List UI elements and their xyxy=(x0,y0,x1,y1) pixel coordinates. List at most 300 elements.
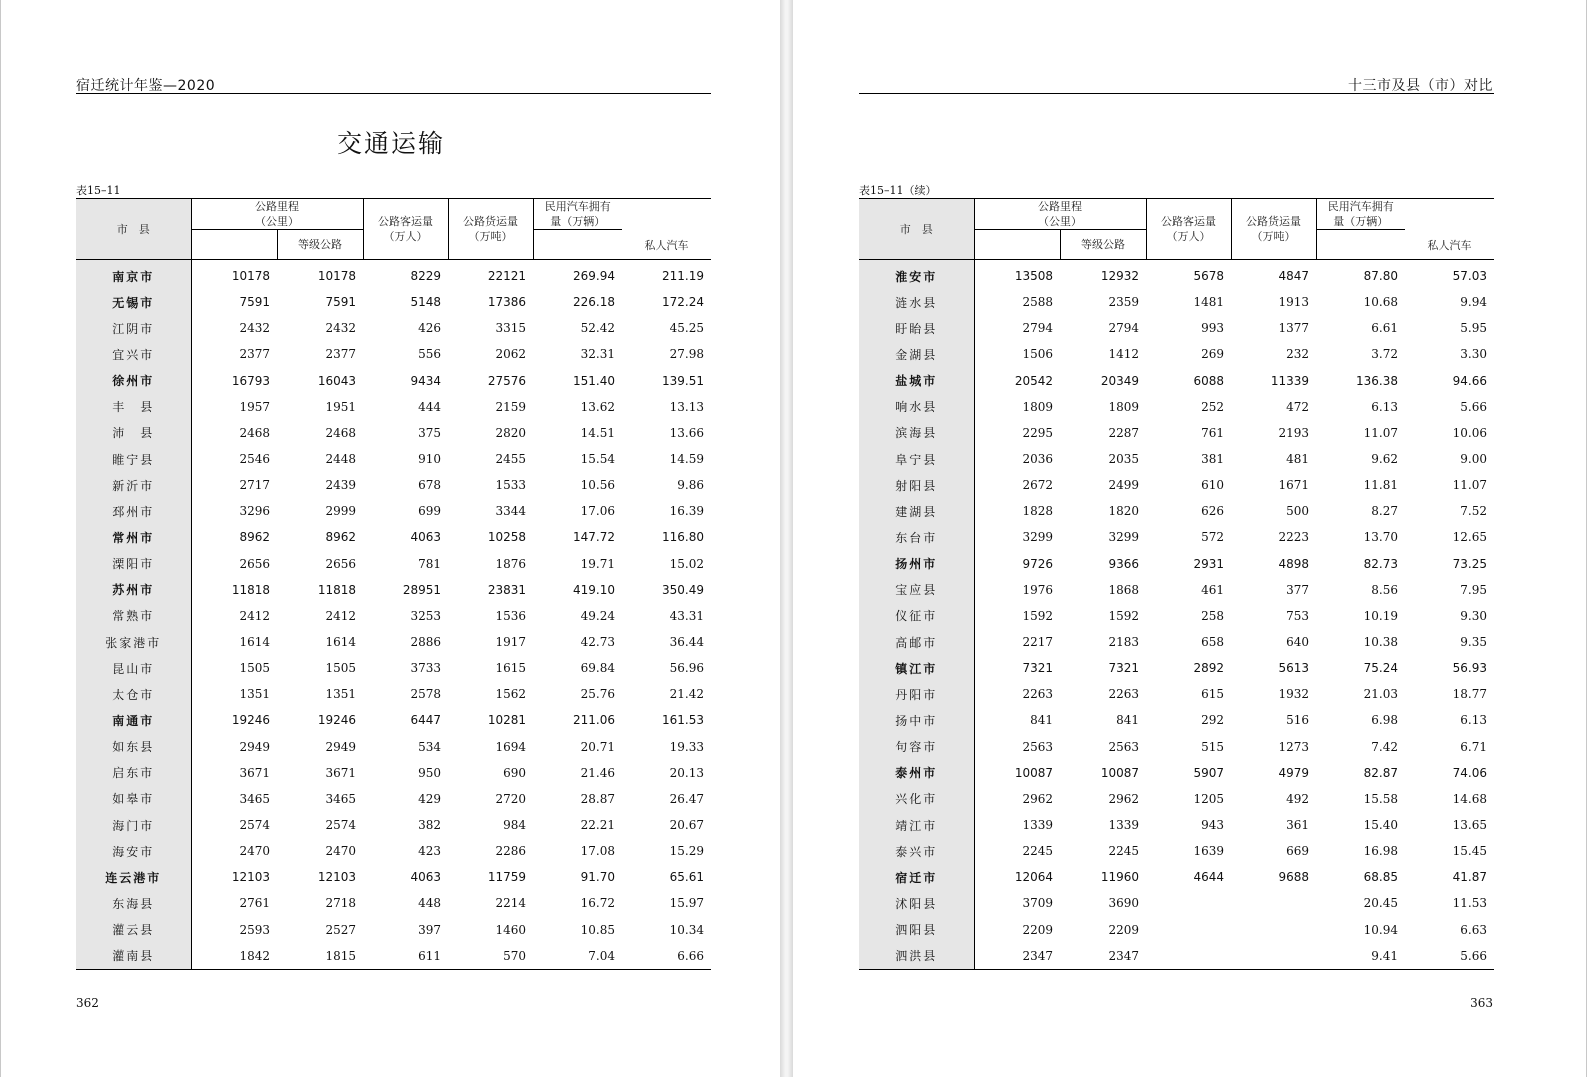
row-region-name: 靖江市 xyxy=(859,812,974,838)
row-region-name: 徐州市 xyxy=(76,368,191,394)
book-gutter xyxy=(780,0,793,1077)
cell-private: 5.95 xyxy=(1460,321,1487,336)
cell-graded: 2347 xyxy=(1108,948,1139,963)
cell-road-km: 1506 xyxy=(1022,347,1053,362)
cell-road-km: 2588 xyxy=(1022,295,1053,310)
cell-freight: 690 xyxy=(503,765,526,780)
cell-graded: 2563 xyxy=(1108,739,1139,754)
cell-passenger: 2892 xyxy=(1193,661,1224,676)
cell-freight: 377 xyxy=(1286,582,1309,597)
cell-road-km: 11818 xyxy=(231,582,270,597)
cell-vehicles: 69.84 xyxy=(580,661,615,676)
table-row xyxy=(859,917,1494,943)
table-row xyxy=(859,760,1494,786)
cell-road-km: 2295 xyxy=(1022,425,1053,440)
cell-vehicles: 10.19 xyxy=(1363,608,1398,623)
row-region-name: 江阴市 xyxy=(76,315,191,341)
cell-vehicles: 10.68 xyxy=(1363,295,1398,310)
cell-graded: 2432 xyxy=(325,321,356,336)
cell-passenger: 3253 xyxy=(410,608,441,623)
header-rule xyxy=(76,93,711,94)
cell-graded: 1614 xyxy=(325,635,356,650)
row-region-name: 丹阳市 xyxy=(859,681,974,707)
row-region-name: 滨海县 xyxy=(859,420,974,446)
table-row xyxy=(76,315,711,341)
cell-freight: 3315 xyxy=(495,321,526,336)
table-row xyxy=(76,394,711,420)
cell-freight: 17386 xyxy=(487,295,526,310)
cell-road-km: 12064 xyxy=(1014,870,1053,885)
cell-private: 3.30 xyxy=(1460,347,1487,362)
cell-freight: 1460 xyxy=(495,922,526,937)
row-region-name: 句容市 xyxy=(859,734,974,760)
row-region-name: 太仓市 xyxy=(76,681,191,707)
table-label: 表15–11（续） xyxy=(859,184,937,197)
row-region-name: 射阳县 xyxy=(859,472,974,498)
table-row xyxy=(859,289,1494,315)
data-table-left xyxy=(76,198,711,970)
cell-freight: 9688 xyxy=(1278,870,1309,885)
cell-graded: 3690 xyxy=(1108,896,1139,911)
cell-graded: 2574 xyxy=(325,818,356,833)
table-row xyxy=(76,943,711,970)
cell-road-km: 16793 xyxy=(231,373,270,388)
table-row xyxy=(859,629,1494,655)
cell-road-km: 3299 xyxy=(1022,530,1053,545)
row-region-name: 兴化市 xyxy=(859,786,974,812)
cell-graded: 3465 xyxy=(325,791,356,806)
cell-passenger: 258 xyxy=(1201,608,1224,623)
cell-vehicles: 13.70 xyxy=(1363,530,1398,545)
cell-graded: 12932 xyxy=(1100,269,1139,284)
row-region-name: 扬州市 xyxy=(859,551,974,577)
cell-freight: 753 xyxy=(1286,608,1309,623)
header-graded: 等级公路 xyxy=(277,230,363,260)
cell-freight: 669 xyxy=(1286,844,1309,859)
cell-road-km: 20542 xyxy=(1014,373,1053,388)
cell-road-km: 19246 xyxy=(231,713,270,728)
row-region-name: 涟水县 xyxy=(859,289,974,315)
table-row xyxy=(76,681,711,707)
cell-road-km: 2962 xyxy=(1022,791,1053,806)
cell-passenger: 448 xyxy=(418,896,441,911)
cell-road-km: 13508 xyxy=(1014,269,1053,284)
table-row xyxy=(76,420,711,446)
row-region-name: 南通市 xyxy=(76,707,191,733)
cell-graded: 2359 xyxy=(1108,295,1139,310)
cell-graded: 2448 xyxy=(325,452,356,467)
cell-graded: 2377 xyxy=(325,347,356,362)
cell-road-km: 1351 xyxy=(239,687,270,702)
cell-graded: 1809 xyxy=(1108,399,1139,414)
cell-passenger: 2931 xyxy=(1193,556,1224,571)
page-number: 363 xyxy=(1470,996,1493,1010)
cell-road-km: 2717 xyxy=(239,478,270,493)
cell-vehicles: 147.72 xyxy=(573,530,615,545)
cell-freight: 500 xyxy=(1286,504,1309,519)
cell-vehicles: 6.61 xyxy=(1371,321,1398,336)
cell-passenger: 9434 xyxy=(410,373,441,388)
cell-private: 7.95 xyxy=(1460,582,1487,597)
cell-road-km: 1592 xyxy=(1022,608,1053,623)
cell-vehicles: 17.06 xyxy=(580,504,615,519)
table-row xyxy=(76,577,711,603)
cell-passenger: 993 xyxy=(1201,321,1224,336)
cell-graded: 2245 xyxy=(1108,844,1139,859)
cell-vehicles: 7.04 xyxy=(588,948,615,963)
table-row xyxy=(859,315,1494,341)
cell-vehicles: 9.62 xyxy=(1371,452,1398,467)
table-row xyxy=(76,812,711,838)
cell-passenger: 1639 xyxy=(1193,844,1224,859)
cell-road-km: 3296 xyxy=(239,504,270,519)
cell-vehicles: 211.06 xyxy=(573,713,615,728)
table-row xyxy=(859,472,1494,498)
table-row xyxy=(859,786,1494,812)
cell-graded: 1351 xyxy=(325,687,356,702)
cell-private: 41.87 xyxy=(1452,870,1487,885)
cell-passenger: 381 xyxy=(1201,452,1224,467)
table-row xyxy=(859,890,1494,916)
cell-graded: 2962 xyxy=(1108,791,1139,806)
cell-vehicles: 21.03 xyxy=(1363,687,1398,702)
left-page xyxy=(0,0,780,1077)
row-region-name: 泰兴市 xyxy=(859,838,974,864)
data-table-right xyxy=(859,198,1494,970)
cell-road-km: 2574 xyxy=(239,818,270,833)
cell-private: 9.35 xyxy=(1460,635,1487,650)
cell-private: 9.94 xyxy=(1460,295,1487,310)
cell-private: 15.02 xyxy=(669,556,704,571)
header-freight: 公路货运量 （万吨） xyxy=(1231,199,1316,260)
table-row xyxy=(76,760,711,786)
cell-vehicles: 28.87 xyxy=(580,791,615,806)
cell-road-km: 2546 xyxy=(239,452,270,467)
cell-freight: 361 xyxy=(1286,818,1309,833)
table-row xyxy=(76,734,711,760)
cell-freight: 2214 xyxy=(495,896,526,911)
cell-passenger: 2578 xyxy=(410,687,441,702)
cell-vehicles: 15.58 xyxy=(1363,791,1398,806)
table-row xyxy=(859,812,1494,838)
cell-passenger: 28951 xyxy=(402,582,441,597)
table-row xyxy=(859,734,1494,760)
cell-vehicles: 22.21 xyxy=(580,818,615,833)
cell-private: 20.67 xyxy=(669,818,704,833)
table-row xyxy=(76,472,711,498)
right-page xyxy=(793,0,1587,1077)
cell-private: 14.59 xyxy=(669,452,704,467)
cell-private: 139.51 xyxy=(662,373,704,388)
cell-private: 15.97 xyxy=(669,896,704,911)
cell-graded: 3299 xyxy=(1108,530,1139,545)
row-region-name: 邳州市 xyxy=(76,498,191,524)
table-row xyxy=(859,681,1494,707)
cell-graded: 7321 xyxy=(1108,661,1139,676)
cell-private: 19.33 xyxy=(669,739,704,754)
table-row xyxy=(859,577,1494,603)
cell-private: 13.65 xyxy=(1452,818,1487,833)
cell-road-km: 2656 xyxy=(239,556,270,571)
row-region-name: 东台市 xyxy=(859,524,974,550)
table-row xyxy=(76,551,711,577)
cell-freight: 10258 xyxy=(487,530,526,545)
cell-passenger: 423 xyxy=(418,844,441,859)
cell-vehicles: 68.85 xyxy=(1363,870,1398,885)
cell-passenger: 4644 xyxy=(1193,870,1224,885)
cell-freight: 2223 xyxy=(1278,530,1309,545)
cell-graded: 3671 xyxy=(325,765,356,780)
cell-passenger: 6447 xyxy=(410,713,441,728)
cell-graded: 1505 xyxy=(325,661,356,676)
row-region-name: 连云港市 xyxy=(76,864,191,890)
cell-graded: 16043 xyxy=(317,373,356,388)
cell-freight xyxy=(1231,890,1316,916)
cell-graded: 1951 xyxy=(325,399,356,414)
table-row xyxy=(76,341,711,367)
row-region-name: 高邮市 xyxy=(859,629,974,655)
cell-private: 13.66 xyxy=(669,425,704,440)
cell-road-km: 841 xyxy=(1030,713,1053,728)
cell-private: 211.19 xyxy=(662,269,704,284)
cell-private: 161.53 xyxy=(662,713,704,728)
cell-road-km: 2761 xyxy=(239,896,270,911)
cell-private: 21.42 xyxy=(669,687,704,702)
cell-passenger: 3733 xyxy=(410,661,441,676)
table-row xyxy=(76,498,711,524)
cell-private: 43.31 xyxy=(669,608,704,623)
cell-freight: 232 xyxy=(1286,347,1309,362)
cell-freight: 1694 xyxy=(495,739,526,754)
cell-road-km: 2593 xyxy=(239,922,270,937)
cell-vehicles: 75.24 xyxy=(1363,661,1398,676)
cell-freight: 11759 xyxy=(487,870,526,885)
cell-graded: 12103 xyxy=(317,870,356,885)
row-region-name: 溧阳市 xyxy=(76,551,191,577)
row-region-name: 丰 县 xyxy=(76,394,191,420)
cell-passenger: 556 xyxy=(418,347,441,362)
cell-vehicles: 82.73 xyxy=(1363,556,1398,571)
cell-graded: 10178 xyxy=(317,269,356,284)
cell-vehicles: 52.42 xyxy=(580,321,615,336)
row-region-name: 南京市 xyxy=(76,260,191,290)
cell-road-km: 9726 xyxy=(1022,556,1053,571)
cell-road-km: 3709 xyxy=(1022,896,1053,911)
table-row xyxy=(859,943,1494,970)
cell-freight: 11339 xyxy=(1270,373,1309,388)
cell-vehicles: 11.81 xyxy=(1363,478,1398,493)
cell-vehicles: 10.85 xyxy=(580,922,615,937)
cell-vehicles: 15.40 xyxy=(1363,818,1398,833)
cell-vehicles: 419.10 xyxy=(573,582,615,597)
cell-freight: 2286 xyxy=(495,844,526,859)
cell-passenger: 610 xyxy=(1201,478,1224,493)
cell-road-km: 3671 xyxy=(239,765,270,780)
table-row xyxy=(76,368,711,394)
cell-vehicles: 6.13 xyxy=(1371,399,1398,414)
cell-passenger: 426 xyxy=(418,321,441,336)
cell-graded: 2949 xyxy=(325,739,356,754)
cell-graded: 8962 xyxy=(325,530,356,545)
cell-vehicles: 49.24 xyxy=(580,608,615,623)
cell-graded: 2656 xyxy=(325,556,356,571)
cell-freight xyxy=(1231,917,1316,943)
cell-freight: 516 xyxy=(1286,713,1309,728)
cell-road-km: 2245 xyxy=(1022,844,1053,859)
cell-private: 6.63 xyxy=(1460,922,1487,937)
row-region-name: 宿迁市 xyxy=(859,864,974,890)
cell-vehicles: 20.45 xyxy=(1363,896,1398,911)
row-region-name: 盱眙县 xyxy=(859,315,974,341)
row-region-name: 常州市 xyxy=(76,524,191,550)
cell-private: 45.25 xyxy=(669,321,704,336)
cell-road-km: 2377 xyxy=(239,347,270,362)
cell-road-km: 1339 xyxy=(1022,818,1053,833)
cell-graded: 1868 xyxy=(1108,582,1139,597)
cell-road-km: 2470 xyxy=(239,844,270,859)
cell-road-km: 10087 xyxy=(1014,765,1053,780)
table-row xyxy=(859,498,1494,524)
cell-road-km: 7321 xyxy=(1022,661,1053,676)
cell-road-km: 1976 xyxy=(1022,582,1053,597)
table-row xyxy=(76,446,711,472)
row-region-name: 苏州市 xyxy=(76,577,191,603)
cell-road-km: 12103 xyxy=(231,870,270,885)
header-city: 市 县 xyxy=(76,199,191,260)
cell-graded: 2470 xyxy=(325,844,356,859)
cell-vehicles: 16.98 xyxy=(1363,844,1398,859)
cell-graded: 10087 xyxy=(1100,765,1139,780)
cell-graded: 2468 xyxy=(325,425,356,440)
cell-private: 9.00 xyxy=(1460,452,1487,467)
cell-passenger: 2886 xyxy=(410,635,441,650)
table-row xyxy=(859,603,1494,629)
cell-passenger: 699 xyxy=(418,504,441,519)
cell-freight: 1273 xyxy=(1278,739,1309,754)
cell-vehicles: 87.80 xyxy=(1363,269,1398,284)
row-region-name: 如东县 xyxy=(76,734,191,760)
cell-graded: 2209 xyxy=(1108,922,1139,937)
cell-freight: 1876 xyxy=(495,556,526,571)
cell-vehicles: 19.71 xyxy=(580,556,615,571)
cell-vehicles: 8.27 xyxy=(1371,504,1398,519)
table-row xyxy=(76,864,711,890)
cell-private: 116.80 xyxy=(662,530,704,545)
cell-private: 20.13 xyxy=(669,765,704,780)
table-row xyxy=(859,864,1494,890)
cell-passenger: 4063 xyxy=(410,870,441,885)
cell-graded: 11960 xyxy=(1100,870,1139,885)
header-city: 市 县 xyxy=(859,199,974,260)
cell-road-km: 2563 xyxy=(1022,739,1053,754)
cell-passenger: 5907 xyxy=(1193,765,1224,780)
cell-passenger: 1481 xyxy=(1193,295,1224,310)
row-region-name: 灌云县 xyxy=(76,917,191,943)
cell-vehicles: 7.42 xyxy=(1371,739,1398,754)
cell-private: 172.24 xyxy=(662,295,704,310)
table-row xyxy=(76,655,711,681)
cell-road-km: 2036 xyxy=(1022,452,1053,467)
cell-passenger: 8229 xyxy=(410,269,441,284)
cell-road-km: 1828 xyxy=(1022,504,1053,519)
cell-vehicles: 13.62 xyxy=(580,399,615,414)
cell-graded: 841 xyxy=(1116,713,1139,728)
cell-road-km: 2412 xyxy=(239,608,270,623)
header-private: 私人汽车 xyxy=(622,199,711,260)
cell-graded: 1339 xyxy=(1108,818,1139,833)
table-row xyxy=(859,341,1494,367)
cell-vehicles: 10.38 xyxy=(1363,635,1398,650)
row-region-name: 淮安市 xyxy=(859,260,974,290)
cell-graded: 9366 xyxy=(1108,556,1139,571)
cell-freight: 492 xyxy=(1286,791,1309,806)
cell-private: 65.61 xyxy=(669,870,704,885)
cell-passenger: 626 xyxy=(1201,504,1224,519)
cell-private: 18.77 xyxy=(1452,687,1487,702)
row-region-name: 启东市 xyxy=(76,760,191,786)
table-row xyxy=(859,838,1494,864)
cell-freight: 2062 xyxy=(495,347,526,362)
table-row xyxy=(859,551,1494,577)
row-region-name: 扬中市 xyxy=(859,707,974,733)
header-road-km: 公路里程 （公里） xyxy=(974,199,1146,230)
page-number: 362 xyxy=(76,996,99,1010)
row-region-name: 张家港市 xyxy=(76,629,191,655)
cell-graded: 1815 xyxy=(325,948,356,963)
cell-private: 6.71 xyxy=(1460,739,1487,754)
row-region-name: 海安市 xyxy=(76,838,191,864)
cell-private: 350.49 xyxy=(662,582,704,597)
cell-private: 5.66 xyxy=(1460,399,1487,414)
cell-passenger: 678 xyxy=(418,478,441,493)
row-region-name: 宝应县 xyxy=(859,577,974,603)
cell-private: 74.06 xyxy=(1452,765,1487,780)
cell-vehicles: 226.18 xyxy=(573,295,615,310)
cell-freight: 570 xyxy=(503,948,526,963)
row-region-name: 睢宁县 xyxy=(76,446,191,472)
cell-freight: 23831 xyxy=(487,582,526,597)
cell-graded: 2718 xyxy=(325,896,356,911)
cell-private: 10.06 xyxy=(1452,425,1487,440)
cell-vehicles: 21.46 xyxy=(580,765,615,780)
cell-graded: 2263 xyxy=(1108,687,1139,702)
cell-freight: 1917 xyxy=(495,635,526,650)
cell-private: 94.66 xyxy=(1452,373,1487,388)
cell-private: 36.44 xyxy=(669,635,704,650)
cell-passenger: 950 xyxy=(418,765,441,780)
cell-freight: 2193 xyxy=(1278,425,1309,440)
cell-private: 12.65 xyxy=(1452,530,1487,545)
cell-freight: 1671 xyxy=(1278,478,1309,493)
cell-freight: 984 xyxy=(503,818,526,833)
cell-graded: 20349 xyxy=(1100,373,1139,388)
cell-private: 6.66 xyxy=(677,948,704,963)
cell-private: 5.66 xyxy=(1460,948,1487,963)
cell-vehicles: 15.54 xyxy=(580,452,615,467)
cell-vehicles: 82.87 xyxy=(1363,765,1398,780)
cell-vehicles: 10.94 xyxy=(1363,922,1398,937)
cell-passenger: 910 xyxy=(418,452,441,467)
header-passenger: 公路客运量 （万人） xyxy=(1146,199,1231,260)
header-rule xyxy=(859,93,1494,94)
cell-freight: 472 xyxy=(1286,399,1309,414)
table-row xyxy=(859,446,1494,472)
cell-passenger: 461 xyxy=(1201,582,1224,597)
cell-road-km: 2347 xyxy=(1022,948,1053,963)
cell-vehicles: 14.51 xyxy=(580,425,615,440)
table-label: 表15–11 xyxy=(76,184,121,197)
cell-freight: 4898 xyxy=(1278,556,1309,571)
